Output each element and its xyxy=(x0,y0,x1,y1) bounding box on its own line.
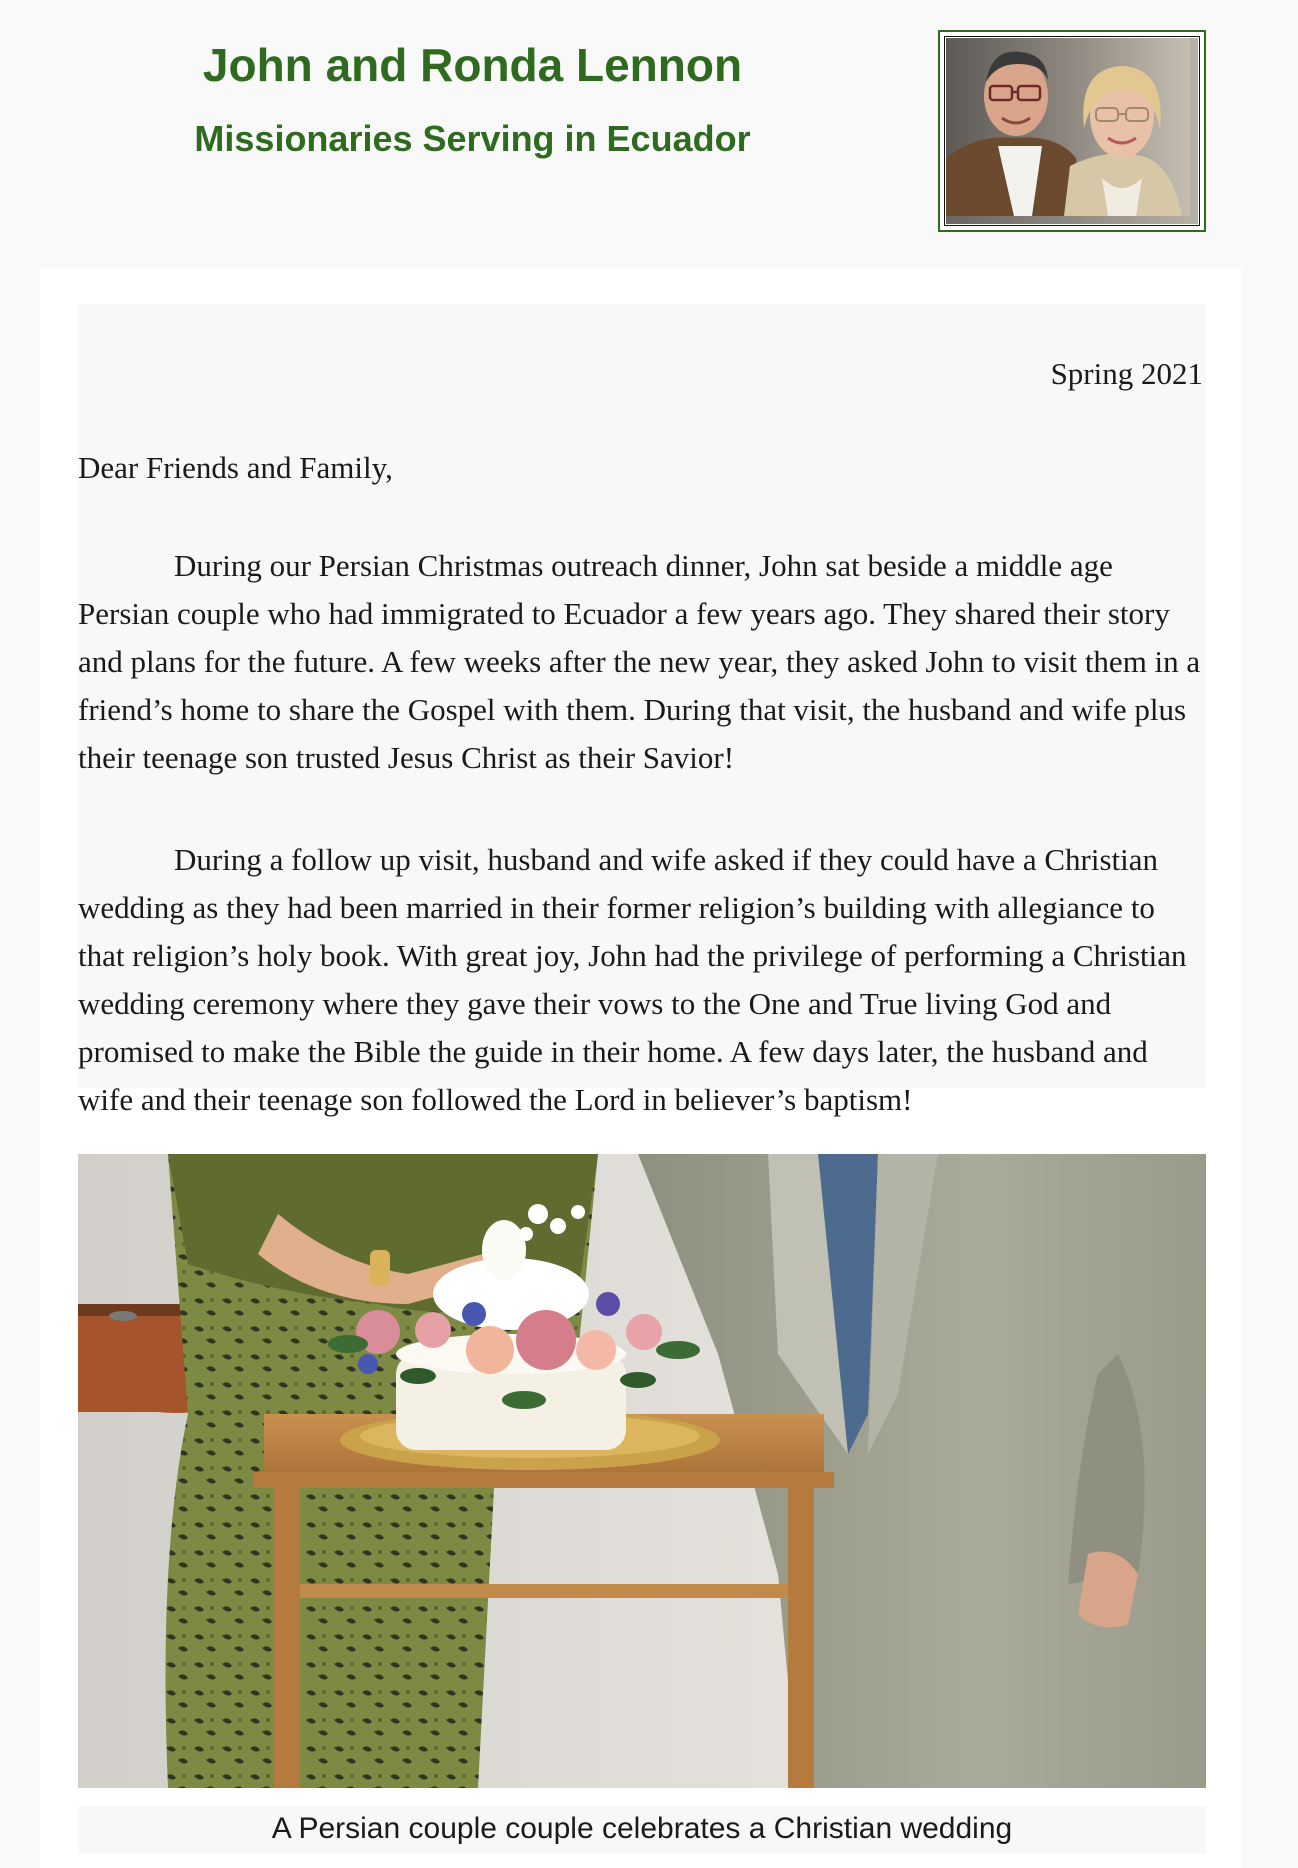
letter-body xyxy=(78,304,1206,1117)
page-title: John and Ronda Lennon xyxy=(202,39,743,91)
wedding-photo xyxy=(78,1154,1206,1788)
wedding-photo-illustration xyxy=(78,1154,1206,1788)
photo-caption: A Persian couple couple celebrates a Christian wedding xyxy=(271,1812,1013,1845)
page-subtitle: Missionaries Serving in Ecuador xyxy=(194,118,751,159)
newsletter-header xyxy=(0,0,1298,260)
letter-date: Spring 2021 xyxy=(1050,356,1203,391)
letter-paragraph: During our Persian Christmas outreach dinner, John sat beside a middle age Persian couple who had immigrated to Ecuador a few years ago. They shared their story and plans for the future. A few weeks after the new year, they asked John to visit them in a friend’s home to share the Gospel with them. During that visit, the husband and wife plus their teenage son trusted Jesus Christ as their Savior! xyxy=(78,548,1201,775)
letter-card xyxy=(40,268,1242,1868)
photo-caption-bar xyxy=(78,1806,1206,1854)
couple-portrait-photo xyxy=(946,38,1198,224)
couple-portrait-illustration xyxy=(946,38,1190,216)
letter-greeting: Dear Friends and Family, xyxy=(78,450,393,485)
letter-paragraph: During a follow up visit, husband and wife asked if they could have a Christian wedding as they had been married in their former religion’s building with allegiance to that religion’s holy book. With great joy, John had the privilege of performing a Christian wedding ceremony where they gave their vows to the One and True living God and promised to make the Bible the guide in their home. A few days later, the husband and wife and their teenage son followed the Lord in believer’s baptism! xyxy=(78,842,1187,1117)
portrait-frame xyxy=(938,30,1206,232)
